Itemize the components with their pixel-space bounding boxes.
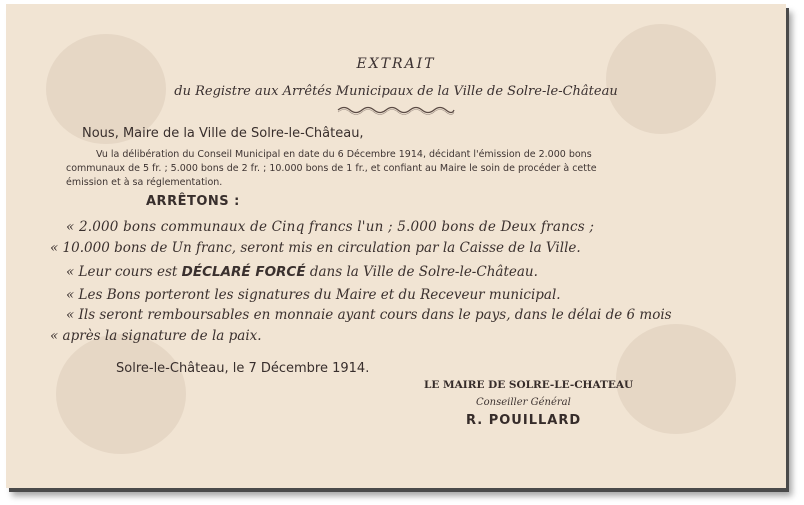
declare-force-emphasis: DÉCLARÉ FORCÉ xyxy=(181,264,306,280)
document-subtitle: du Registre aux Arrêtés Municipaux de la Ville de Solre-le-Château xyxy=(174,84,618,99)
considerant-line-3: émission et à sa réglementation. xyxy=(66,177,223,188)
signature-office: LE MAIRE DE SOLRE-LE-CHATEAU xyxy=(424,379,634,391)
article-2-text-before: « Leur cours est xyxy=(66,264,182,280)
municipal-decree-document xyxy=(6,4,786,488)
intro-line: Nous, Maire de la Ville de Solre-le-Château, xyxy=(82,126,364,141)
article-1-line-1: « 2.000 bons communaux de Cinq francs l'un ; 5.000 bons de Deux francs ; xyxy=(66,219,595,235)
place-and-date: Solre-le-Château, le 7 Décembre 1914. xyxy=(116,361,370,376)
arretons-heading: ARRÊTONS : xyxy=(146,194,240,209)
article-1-line-2: « 10.000 bons de Un franc, seront mis en circulation par la Caisse de la Ville. xyxy=(50,240,581,256)
article-4-line-2: « après la signature de la paix. xyxy=(50,328,262,344)
show-through-medallion-left-bottom xyxy=(56,334,186,454)
article-2-text-after: dans la Ville de Solre-le-Château. xyxy=(305,264,538,280)
considerant-line-2: communaux de 5 fr. ; 5.000 bons de 2 fr. ; 10.000 bons de 1 fr., et confiant au Maire le soin de procéder à cette xyxy=(66,163,597,174)
article-2-line xyxy=(66,264,538,280)
article-4-line-1: « Ils seront remboursables en monnaie ayant cours dans le pays, dans le délai de 6 mois xyxy=(66,307,672,323)
article-3-line: « Les Bons porteront les signatures du Maire et du Receveur municipal. xyxy=(66,287,561,303)
signature-name: R. POUILLARD xyxy=(466,413,582,428)
show-through-medallion-right-top xyxy=(606,24,716,134)
ornament-divider-icon xyxy=(336,104,456,116)
considerant-line-1: Vu la délibération du Conseil Municipal en date du 6 Décembre 1914, décidant l'émission de 2.000 bons xyxy=(96,149,592,160)
document-title: EXTRAIT xyxy=(356,56,436,72)
show-through-medallion-right-bottom xyxy=(616,324,736,434)
signature-role: Conseiller Général xyxy=(476,397,571,408)
